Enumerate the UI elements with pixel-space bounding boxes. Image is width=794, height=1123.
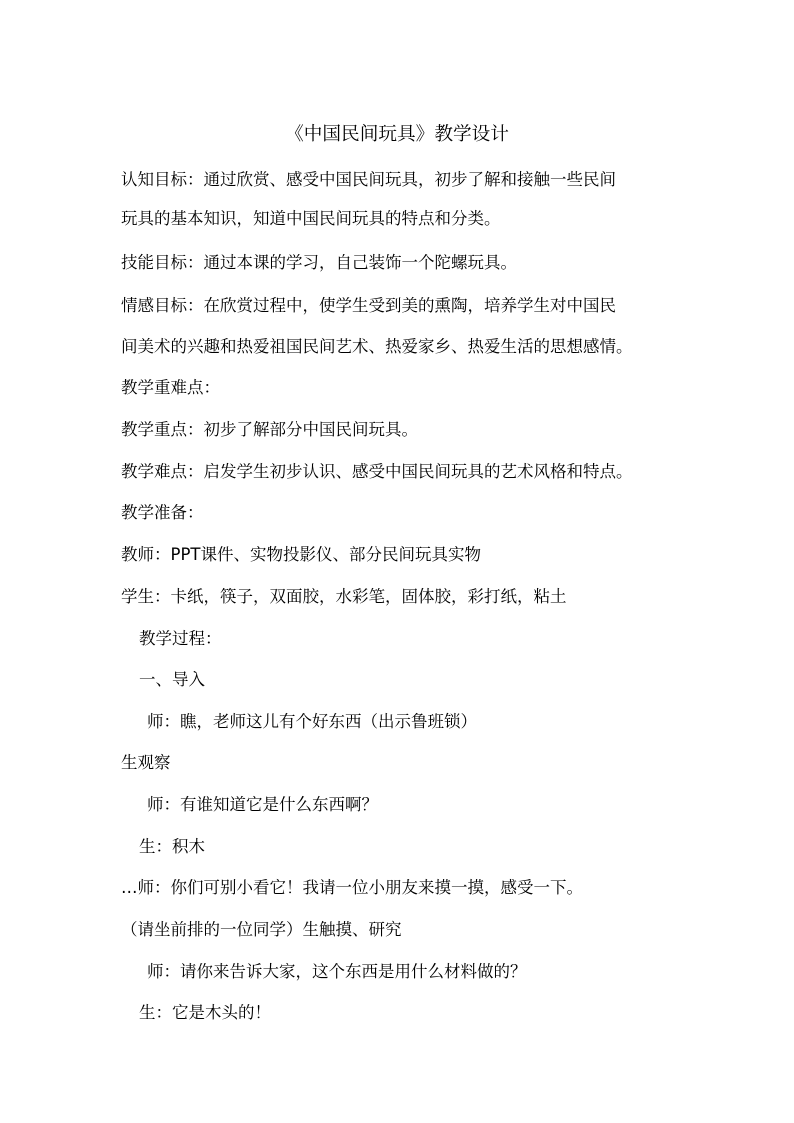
dialogue-line: （请坐前排的一位同学）生触摸、研究 [121, 920, 402, 939]
objective-emotion-line-2: 间美术的兴趣和热爱祖国民间艺术、热爱家乡、热爱生活的思想感情。 [121, 337, 633, 356]
objective-cognitive-line-2: 玩具的基本知识，知道中国民间玩具的特点和分类。 [121, 209, 501, 228]
objective-skill: 技能目标：通过本课的学习，自己装饰一个陀螺玩具。 [121, 253, 517, 272]
objective-emotion-line-1: 情感目标：在欣赏过程中，使学生受到美的熏陶，培养学生对中国民 [121, 296, 616, 315]
preparation-heading: 教学准备： [121, 503, 204, 522]
difficult-point: 教学难点：启发学生初步认识、感受中国民间玩具的艺术风格和特点。 [121, 462, 633, 481]
teacher-preparation: 教师：PPT课件、实物投影仪、部分民间玩具实物 [121, 545, 481, 564]
dialogue-line: 生：它是木头的！ [139, 1003, 271, 1022]
student-preparation: 学生：卡纸，筷子，双面胶，水彩笔，固体胶，彩打纸，粘土 [121, 587, 567, 606]
section-introduction: 一、导入 [139, 670, 205, 689]
key-difficult-points-heading: 教学重难点： [121, 378, 220, 397]
dialogue-line: 师：请你来告诉大家，这个东西是用什么材料做的？ [147, 962, 527, 981]
objective-cognitive-line-1: 认知目标：通过欣赏、感受中国民间玩具，初步了解和接触一些民间 [121, 170, 616, 189]
document-title: 《中国民间玩具》教学设计 [285, 124, 509, 145]
key-point: 教学重点：初步了解部分中国民间玩具。 [121, 420, 418, 439]
dialogue-line: 师：有谁知道它是什么东西啊？ [147, 795, 378, 814]
dialogue-line: 师：瞧，老师这儿有个好东西（出示鲁班锁） [147, 712, 477, 731]
dialogue-line: …师：你们可别小看它！我请一位小朋友来摸一摸，感受一下。 [121, 878, 583, 897]
dialogue-line: 生：积木 [139, 837, 205, 856]
process-heading: 教学过程： [139, 629, 222, 648]
dialogue-line: 生观察 [121, 753, 171, 772]
